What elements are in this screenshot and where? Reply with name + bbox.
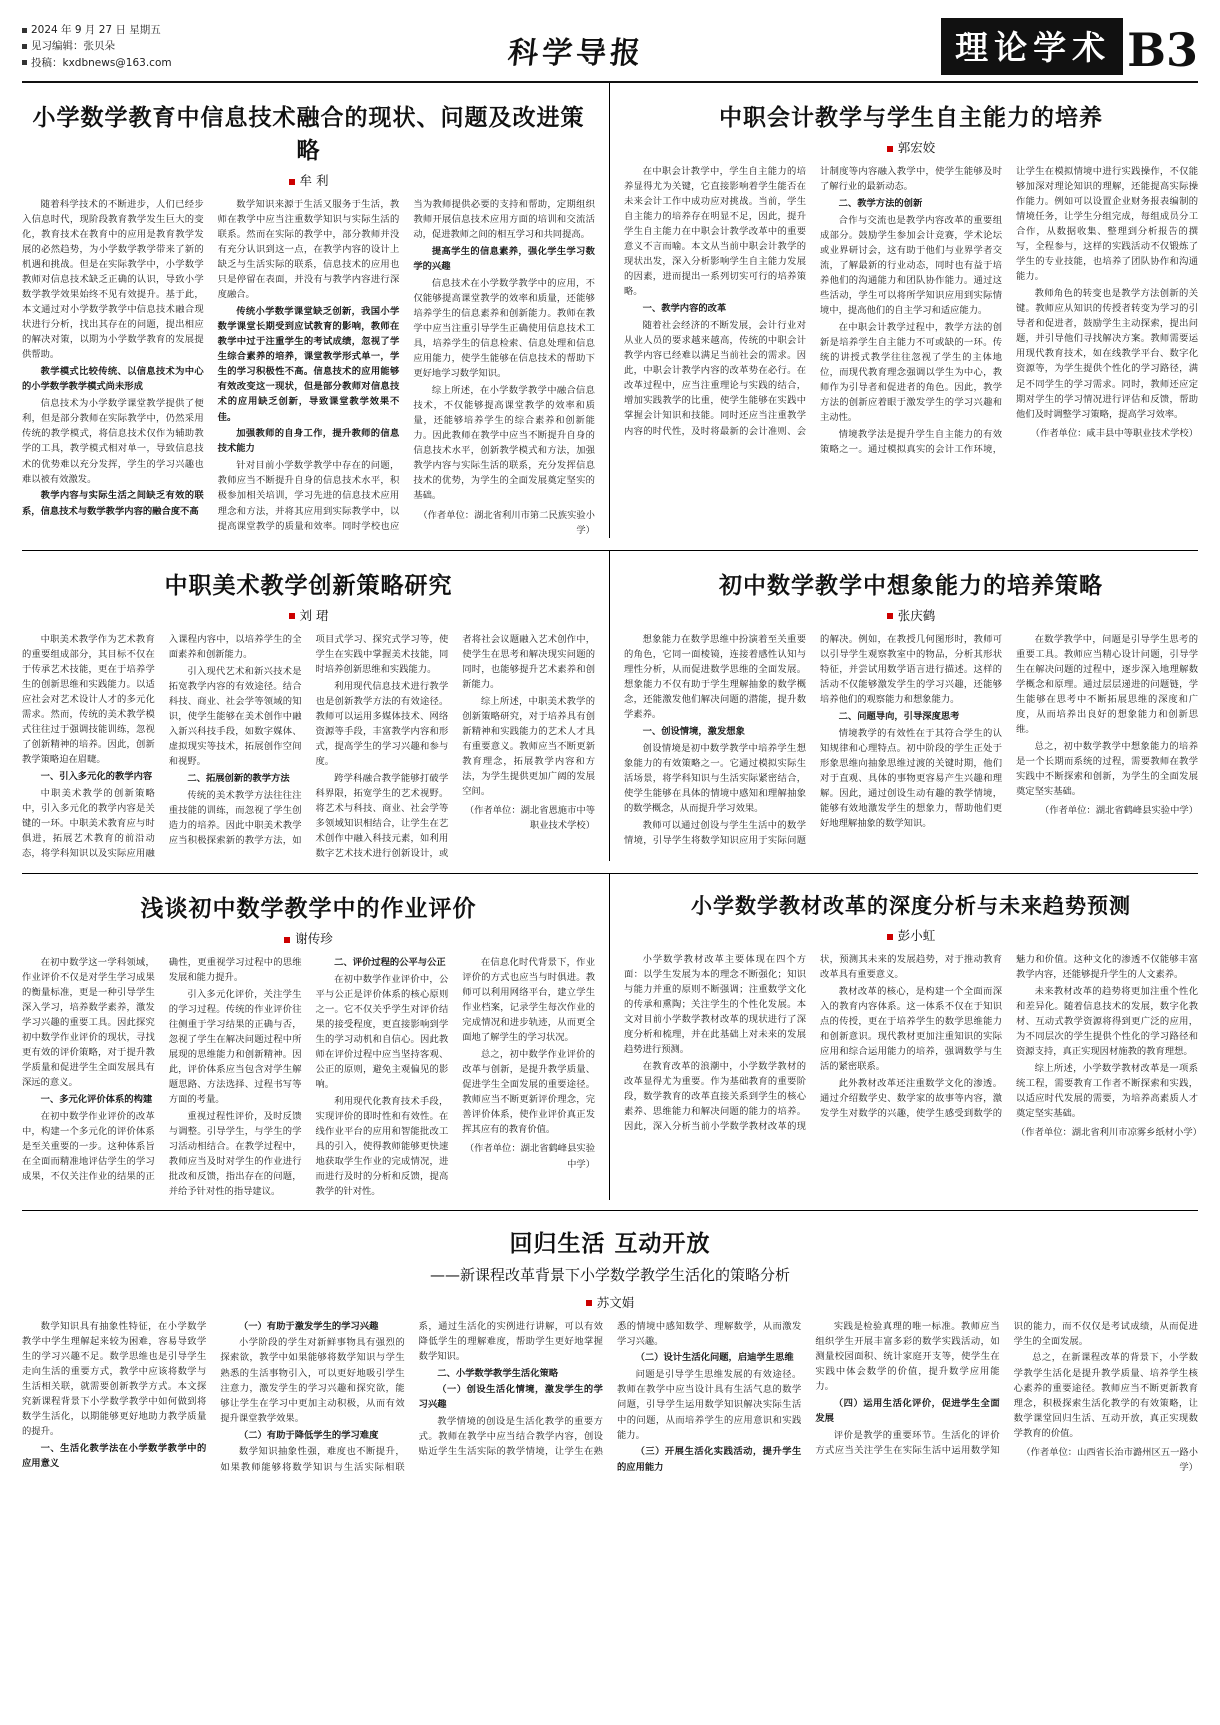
paper-name: 科学导报 — [505, 36, 646, 71]
feature-author: 苏文娟 — [22, 1293, 1198, 1311]
feature-subtitle: ——新课程改革背景下小学数学教学生活化的策略分析 — [429, 1265, 790, 1284]
article-author: 张庆鹤 — [624, 606, 1198, 624]
page-title: 小学数学教育中信息技术融合的现状、问题及改进策略 — [32, 104, 585, 164]
article-3 — [22, 551, 610, 861]
page-title: 中职美术教学创新策略研究 — [164, 571, 453, 599]
article-author: 谢传珍 — [22, 929, 595, 947]
author-marker-icon — [289, 613, 295, 619]
article-signature: （作者单位：湖北省鹤峰县实验中学） — [1039, 804, 1198, 816]
article-1 — [22, 83, 610, 538]
article-body: 随着科学技术的不断进步，人们已经步入信息时代，现阶段教育教学发生巨大的变化，教育技术在教育中的应用是教育教学发展的必然趋势，为小学数学教学带来了新的机遇和挑战。但是在实际教学中，小学数学教师对信息技术缺乏正确的认识，导致小学数学教学效果始终不见有效提升。基于此，本文通过对小学数学教学中信息技术融合现状进行分析，找出其存在的问题，提出相应的解决对策，以期为小学数学教育的发展提供帮助。 教学模式比较传统、以信息技术为中心的小学数学教学模式尚未形成 信息技术为小学数学课堂教学提供了便利，但是部分教师在实际教学中，仍然采用传统的教学模式，将信息技术仅作为辅助教学的工具，教学模式相对单一，导致信息技术的优势难以充分发挥，学生的学习兴趣也难以被有效激发。 教学内容与实际生活之间缺乏有效的联系，信息技术与数学教学内容的融合度不高 数学知识来源于生活又服务于生活，教师在教学中应当注重数学知识与实际生活的联系。然而在实际的教学中，部分教师并没有充分认识到这一点，在教学内容的设计上缺乏与生活实际的联系，信息技术的应用也只是停留在表面，并没有与教学内容进行深度融合。 传统小学数学课堂缺乏创新，我国小学数学课堂长期受到应试教育的影响，教师在教学中过于注重学生的考试成绩，忽视了学生综合素养的培养，课堂教学形式单一，学生的学习积极性不高。信息技术的应用能够有效改变这一现状，但是部分教师对信息技术的应用缺乏创新，导致课堂教学效果不佳。 加强教师的自身工作，提升教师的信息技术能力 针对目前小学数学教学中存在的问题，教师应当不断提升自身的信息技术水平，积极参加相关培训，学习先进的信息技术应用理念和方法，并将其应用到实际教学中，以提高课堂教学的质量和效率。同时学校也应当为教师提供必要的支持和帮助，定期组织教师开展信息技术应用方面的培训和交流活动，促进教师之间的相互学习和共同提高。 提高学生的信息素养，强化学生学习数学的兴趣 信息技术在小学数学教学中的应用，不仅能够提高课堂教学的效率和质量，还能够培养学生的信息素养和创新能力。教师在教学中应当注重引导学生正确使用信息技术工具，培养学生的信息检索、信息处理和信息应用能力，使学生能够在信息技术的帮助下更好地学习数学知识。 综上所述，在小学数学教学中融合信息技术，不仅能够提高课堂教学的效率和质量，还能够培养学生的综合素养和创新能力。因此教师在教学中应当不断提升自身的信息技术水平，创新教学模式和方法，加强教学内容与实际生活的联系，充分发挥信息技术的优势，为学生的全面发展奠定坚实的基础。 （作者单位：湖北省利川市第二民族实验小学） — [22, 197, 595, 538]
article-body: 在中职会计教学中，学生自主能力的培养显得尤为关键，它直接影响着学生能否在未来会计工作中成功应对挑战。当前，学生自主能力的培养存在明显不足，因此，提升学生自主能力在中职会计教学改革中的重要意义不言而喻。本文从当前中职会计教学的现状出发，深入分析影响学生自主能力发展的因素，进而提出一系列切实可行的培养策略。 一、教学内容的改革 随着社会经济的不断发展，会计行业对从业人员的要求越来越高，传统的中职会计教学内容已经难以满足当前社会的需求。因此，中职会计教学内容的改革势在必行。在改革过程中，应当注重理论与实践的结合，增加实践教学的比重，使学生能够在实践中掌握会计知识和技能。同时还应当注重教学内容的时代性，及时将最新的会计准则、会计制度等内容融入教学中，使学生能够及时了解行业的最新动态。 二、教学方法的创新 合作与交流也是教学内容改革的重要组成部分。鼓励学生参加会计竞赛，学术论坛或业界研讨会，这有助于他们与业界学者交流，了解最新的行业动态，同时也有益于培养他们的沟通能力和团队协作能力。通过这些活动，学生可以将所学知识应用到实际情境中，提高他们的自主学习和适应能力。 在中职会计教学过程中，教学方法的创新是培养学生自主能力不可或缺的一环。传统的讲授式教学往往忽视了学生的主体地位，而现代教育理念强调以学生为中心，教师作为引导者和促进者的角色。因此，教学方法的创新应着眼于激发学生的学习兴趣和主动性。 情境教学法是提升学生自主能力的有效策略之一。通过模拟真实的会计工作环境，让学生在模拟情境中进行实践操作，不仅能够加深对理论知识的理解，还能提高实际操作能力。例如可以设置企业财务报表编制的情境任务，让学生分组完成，每组成员分工合作，从数据收集、整理到分析报告的撰写，全程参与，这样的实践活动不仅锻炼了学生的专业技能，也培养了团队协作和沟通能力。 教师角色的转变也是教学方法创新的关键。教师应从知识的传授者转变为学习的引导者和促进者，鼓励学生主动探索，提出问题，并引导他们寻找解决方案。教师需要运用现代教育技术，如在线教学平台、数字化资源等，为学生提供个性化的学习路径，满足不同学生的学习需求。同时，教师还应定期对学生的学习情况进行评估和反馈，帮助他们及时调整学习策略，提高学习效率。 （作者单位：咸丰县中等职业技术学校） — [624, 166, 1198, 456]
article-signature: （作者单位：湖北省利川市第二民族实验小学） — [418, 509, 595, 536]
row-2 — [22, 551, 1198, 861]
bullet-icon — [22, 60, 27, 65]
section-badge: 理论学术 — [941, 18, 1123, 75]
article-signature: （作者单位：湖北省恩施市中等职业技术学校） — [464, 804, 595, 832]
submission-email: 投稿：kxdbnews@163.com — [31, 56, 172, 69]
masthead — [22, 18, 1198, 83]
masthead-info — [22, 18, 212, 71]
article-body: 小学数学教材改革主要体现在四个方面：以学生发展为本的理念不断强化；知识与能力并重的原则不断强调；注重数学文化的传承和熏陶；关注学生的个性化发展。本文对目前小学数学教材改革的现状进行了深度分析和梳理，并在此基础上对未来的发展趋势进行预测。 在教育改革的浪潮中，小学数学教材的改革显得尤为重要。作为基础教育的重要阶段，数学教育的改革直接关系到学生的核心素养、思维能力和解决问题的能力的培养。因此，深入分析当前小学数学教材改革的现状，预测其未来的发展趋势，对于推动教育改革具有重要意义。 教材改革的核心，是构建一个全面而深入的教育内容体系。这一体系不仅在于知识点的传授，更在于培养学生的数学思维能力和创新意识。现代教材更加注重知识的实际应用和综合运用能力的培养，强调数学与生活的紧密联系。 此外教材改革还注重数学文化的渗透。通过介绍数学史、数学家的故事等内容，激发学生对数学的兴趣，使学生感受到数学的魅力和价值。这种文化的渗透不仅能够丰富教学内容，还能够提升学生的人文素养。 未来教材改革的趋势将更加注重个性化和差异化。随着信息技术的发展，数字化教材、互动式教学资源将得到更广泛的应用，为不同层次的学生提供个性化的学习路径和资源支持，真正实现因材施教的教育理想。 综上所述，小学数学教材改革是一项系统工程，需要教育工作者不断探索和实践，以适应时代发展的需要，为培养高素质人才奠定坚实基础。 （作者单位：湖北省利川市凉雾乡纸材小学） — [624, 952, 1198, 1140]
editor-line: 见习编辑：张贝朵 — [31, 40, 115, 53]
author-marker-icon — [289, 179, 295, 185]
article-6 — [610, 874, 1202, 1199]
author-marker-icon — [586, 1300, 592, 1306]
article-body: 中职美术教学作为艺术教育的重要组成部分，其目标不仅在于传承艺术技能，更在于培养学生的创新思维和实践能力。以适应社会对艺术设计人才的多元化需求。然而，传统的美术教学模式往往过于强调技能训练，忽视了创新精神的培养。因此，创新教学策略迫在眉睫。 一、引入多元化的教学内容 中职美术教学的创新策略中，引入多元化的教学内容是关键的一环。中职美术教育应与时俱进，拓展艺术教育的前沿动态，将学科知识以及实际应用融入课程内容中，以培养学生的全面素养和创新能力。 引入现代艺术和新兴技术是拓宽教学内容的有效途径。结合科技、商业、社会学等领域的知识，使学生能够在美术创作中融入新兴科技手段，如数字媒体、虚拟现实等技术，拓展创作空间和视野。 二、拓展创新的教学方法 传统的美术教学方法往往注重技能的训练，而忽视了学生创造力的培养。因此中职美术教学应当积极探索新的教学方法，如项目式学习、探究式学习等，使学生在实践中掌握美术技能，同时培养创新思维和实践能力。 利用现代信息技术进行教学也是创新教学方法的有效途径。教师可以运用多媒体技术、网络资源等手段，丰富教学内容和形式，提高学生的学习兴趣和参与度。 跨学科融合教学能够打破学科界限，拓宽学生的艺术视野。将艺术与科技、商业、社会学等多领域知识相结合，让学生在艺术创作中融入科技元素，如利用数字艺术技术进行创新设计，或者将社会议题融入艺术创作中，使学生在思考和解决现实问题的同时，也能够提升艺术素养和创新能力。 综上所述，中职美术教学的创新策略研究，对于培养具有创新精神和实践能力的艺术人才具有重要意义。教师应当不断更新教育理念，拓展教学内容和方法，为学生提供更加广阔的发展空间。 （作者单位：湖北省恩施市中等职业技术学校） — [22, 633, 595, 859]
row-3 — [22, 874, 1202, 1199]
page-title: 中职会计教学与学生自主能力的培养 — [719, 104, 1103, 131]
article-author: 牟 利 — [22, 171, 595, 189]
feature-signature: （作者单位：山西省长治市潞州区五一路小学） — [1021, 1446, 1198, 1473]
article-signature: （作者单位：湖北省鹤峰县实验中学） — [464, 1143, 595, 1170]
article-signature: （作者单位：湖北省利川市凉雾乡纸材小学） — [1016, 1127, 1202, 1139]
page-title: 浅谈初中数学教学中的作业评价 — [140, 895, 477, 923]
author-marker-icon — [887, 934, 893, 940]
article-5 — [22, 874, 610, 1199]
bullet-icon — [22, 28, 27, 33]
feature-article — [22, 1210, 1198, 1475]
bullet-icon — [22, 44, 27, 49]
article-author: 刘 珺 — [22, 606, 595, 624]
publish-date: 2024 年 9 月 27 日 星期五 — [31, 24, 161, 36]
page-number: B3 — [1127, 23, 1198, 78]
author-marker-icon — [887, 613, 893, 619]
article-2 — [610, 83, 1198, 538]
article-author: 彭小虹 — [624, 926, 1198, 944]
article-body: 想象能力在数学思维中扮演着至关重要的角色，它同一面棱镜，连接着感性认知与理性分析，从而促进数学思维的全面发展。想象能力不仅有助于学生理解抽象的数学概念，还能激发他们解决问题的潜能，提升数学素养。 一、创设情境，激发想象 创设情境是初中数学教学中培养学生想象能力的有效策略之一。它通过模拟实际生活场景，将学科知识与生活实际紧密结合，使学生能够在具体的情境中感知和理解抽象的数学概念，从而提升学习效果。 教师可以通过创设与学生生活中的数学情境，引导学生将数学知识应用于实际问题的解决。例如，在教授几何图形时，教师可以引导学生观察教室中的物品，分析其形状特征，并尝试用数学语言进行描述。这样的活动不仅能够激发学生的学习兴趣，还能够培养他们的观察能力和想象能力。 二、问题导向，引导深度思考 情境教学的有效性在于其符合学生的认知规律和心理特点。初中阶段的学生正处于形象思维向抽象思维过渡的关键时期，他们对于直观、具体的事物更容易产生兴趣和理解。因此，通过创设生动有趣的教学情境，能够有效地激发学生的想象力，帮助他们更好地理解抽象的数学知识。 在数学教学中，问题是引导学生思考的重要工具。教师应当精心设计问题，引导学生在解决问题的过程中，逐步深入地理解数学概念和原理。通过层层递进的问题链，学生能够在思考中不断拓展思维的深度和广度，从而培养出良好的想象能力和创新思维。 总之，初中数学教学中想象能力的培养是一个长期而系统的过程，需要教师在教学实践中不断探索和创新，为学生的全面发展奠定坚实基础。 （作者单位：湖北省鹤峰县实验中学） — [624, 633, 1198, 846]
article-signature: （作者单位：咸丰县中等职业技术学校） — [1030, 427, 1198, 439]
row-1 — [22, 83, 1198, 538]
feature-body: 数学知识具有抽象性特征，在小学数学教学中学生理解起来较为困难，容易导致学生的学习兴趣不足。数学思维也是引导学生走向生活的重要方式，教学中应该将数学与生活相关联，就需要创新教学方式。本文探究新课程背景下小学数学教学中如何做到将数学生活化，以期能够更好地助力教学质量的提升。 一、生活化教学法在小学数学教学中的应用意义 （一）有助于激发学生的学习兴趣 小学阶段的学生对新鲜事物具有强烈的探索欲，教学中如果能够将数学知识与学生熟悉的生活事物引入，可以更好地吸引学生注意力，激发学生的学习兴趣和探究欲，能够让学生在学习中更加主动积极，从而有效提升课堂教学效果。 （二）有助于降低学生的学习难度 数学知识抽象性强，难度也不断提升，如果教师能够将数学知识与生活实际相联系，通过生活化的实例进行讲解，可以有效降低学生的理解难度，帮助学生更好地掌握数学知识。 二、小学数学教学生活化策略 （一）创设生活化情境，激发学生的学习兴趣 教学情境的创设是生活化教学的重要方式。教师在教学中应当结合教学内容，创设贴近学生生活实际的教学情境，让学生在熟悉的情境中感知数学、理解数学，从而激发学习兴趣。 （二）设计生活化问题，启迪学生思维 问题是引导学生思维发展的有效途径。教师在教学中应当设计具有生活气息的数学问题，引导学生运用数学知识解决实际生活中的问题，从而培养学生的应用意识和实践能力。 （三）开展生活化实践活动，提升学生的应用能力 实践是检验真理的唯一标准。教师应当组织学生开展丰富多彩的数学实践活动，如测量校园面积、统计家庭开支等，使学生在实践中体会数学的价值，提升数学应用能力。 （四）运用生活化评价，促进学生全面发展 评价是教学的重要环节。生活化的评价方式应当关注学生在实际生活中运用数学知识的能力，而不仅仅是考试成绩，从而促进学生的全面发展。 总之，在新课程改革的背景下，小学数学教学生活化是提升教学质量、培养学生核心素养的重要途径。教师应当不断更新教育理念，积极探索生活化教学的有效策略，让数学课堂回归生活、互动开放，真正实现数学教育的价值。 （作者单位：山西省长治市潞州区五一路小学） — [22, 1319, 1198, 1475]
author-marker-icon — [284, 937, 290, 943]
feature-title: 回归生活 互动开放 — [509, 1229, 711, 1257]
author-marker-icon — [887, 146, 893, 152]
page-title: 初中数学教学中想象能力的培养策略 — [719, 571, 1103, 599]
page-title: 小学数学教材改革的深度分析与未来趋势预测 — [691, 893, 1131, 919]
article-body: 在初中数学这一学科领域，作业评价不仅是对学生学习成果的衡量标准，更是一种引导学生深入学习，培养数学素养，激发学习兴趣的重要工具。因此探究初中数学作业评价的现状，寻找更有效的评价策略，对于提升教学质量和促进学生全面发展具有深远的意义。 一、多元化评价体系的构建 在初中数学作业评价的改革中，构建一个多元化的评价体系是至关重要的一步。这种体系旨在全面而精准地评估学生的学习成果，不仅关注作业的结果的正确性，更重视学习过程中的思维发展和能力提升。 引入多元化评价，关注学生的学习过程。传统的作业评价往往侧重于学习结果的正确与否，忽视了学生在解决问题过程中所展现的思维能力和创新精神。因此，评价体系应当包含对学生解题思路、方法选择、过程书写等方面的考量。 重视过程性评价，及时反馈与调整。引导学生，与学生的学习活动相结合。在教学过程中，教师应当及时对学生的作业进行批改和反馈，指出存在的问题，并给予针对性的指导建议。 二、评价过程的公平与公正 在初中数学作业评价中，公平与公正是评价体系的核心原则之一。它不仅关乎学生对评价结果的接受程度，更直接影响到学生的学习动机和自信心。因此教师在评价过程中应当坚持客观、公正的原则，避免主观偏见的影响。 利用现代化教育技术手段，实现评价的即时性和有效性。在线作业平台的应用和智能批改工具的引入，使得教师能够更快速地获取学生作业的完成情况，进而进行及时的分析和反馈，提高教学的针对性。 在信息化时代背景下，作业评价的方式也应当与时俱进。教师可以利用网络平台，建立学生作业档案，记录学生每次作业的完成情况和进步轨迹，从而更全面地了解学生的学习状况。 总之，初中数学作业评价的改革与创新，是提升教学质量、促进学生全面发展的重要途径。教师应当不断更新评价理念，完善评价体系，使作业评价真正发挥其应有的教育价值。 （作者单位：湖北省鹤峰县实验中学） — [22, 957, 595, 1198]
section-header — [941, 18, 1198, 78]
article-author: 郭宏姣 — [624, 138, 1198, 156]
article-4 — [610, 551, 1198, 861]
